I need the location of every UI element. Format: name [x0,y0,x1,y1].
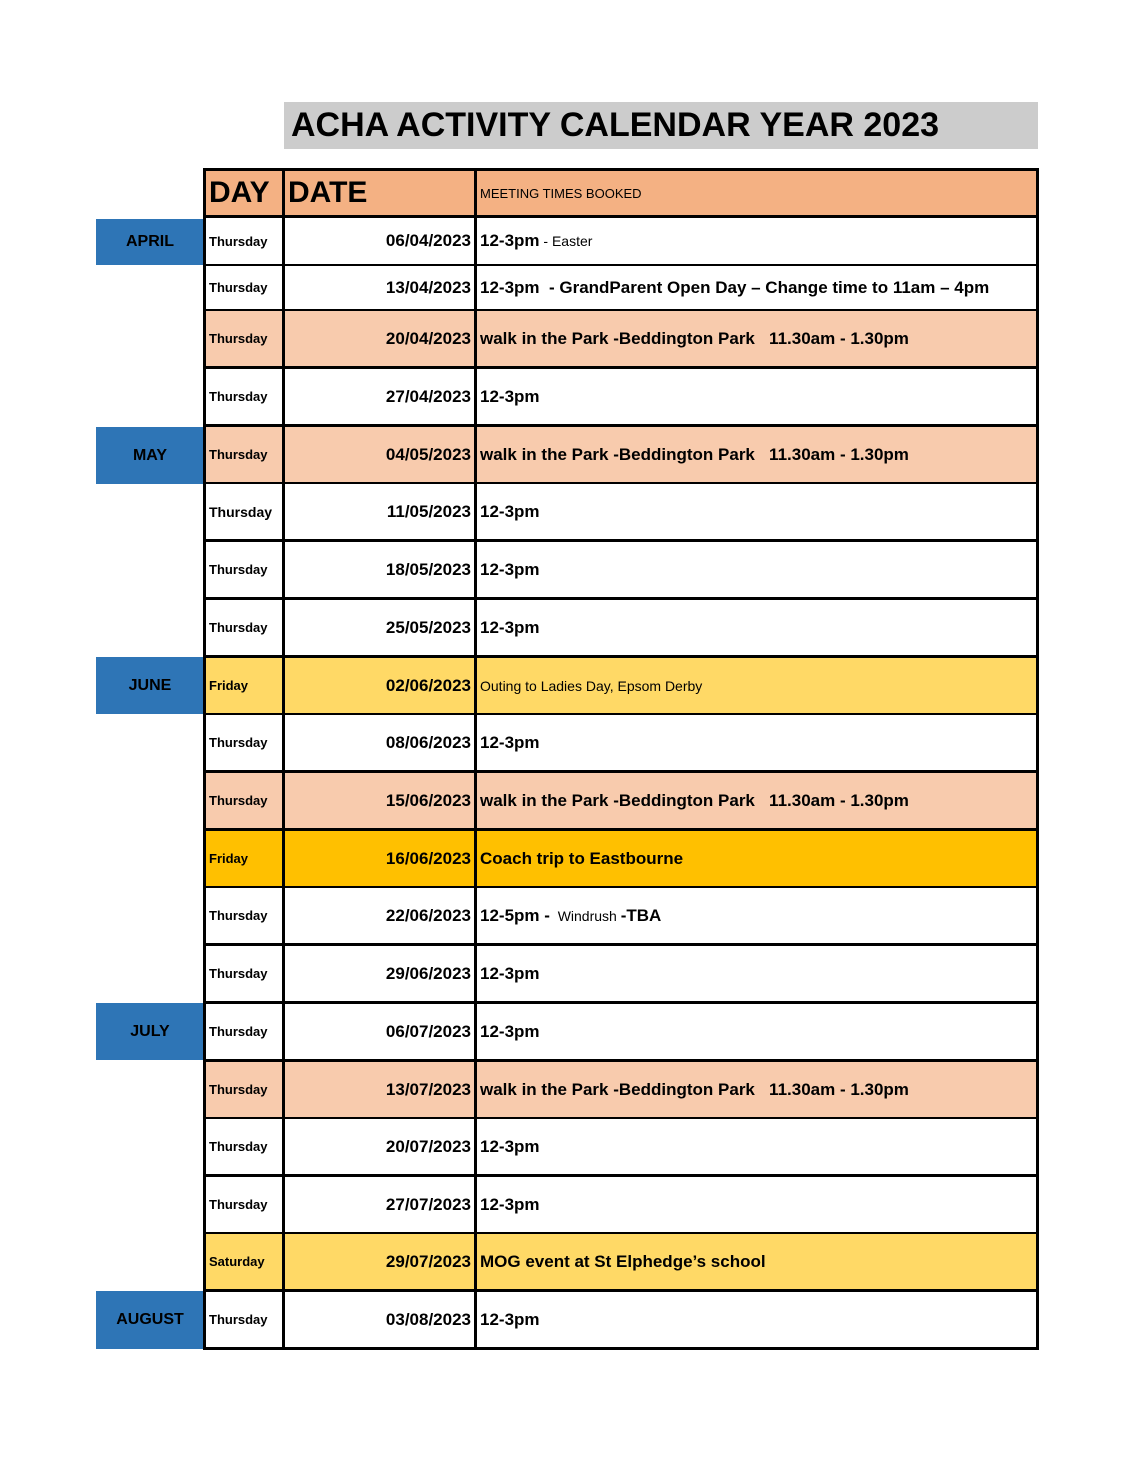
activity-cell [477,888,1036,943]
activity-cell: 12-3pm [480,1309,540,1329]
day-cell: Thursday [206,1177,285,1232]
date-cell: 03/08/2023 [285,1292,477,1347]
month-label-august: AUGUST [96,1291,204,1349]
activity-cell: 12-3pm [480,386,540,406]
month-label-april: APRIL [96,219,204,265]
date-cell: 20/04/2023 [285,311,477,366]
date-cell: 27/04/2023 [285,369,477,424]
date-cell: 06/04/2023 [285,218,477,264]
table-row [203,771,1039,830]
table-row [203,598,1039,657]
day-cell: Thursday [206,218,285,264]
day-cell: Thursday [206,1119,285,1174]
month-label-may: MAY [96,427,204,484]
table-row [203,540,1039,599]
activity-cell: 12-3pm [480,963,540,983]
day-cell: Thursday [206,888,285,943]
table-row [203,944,1039,1003]
day-cell: Thursday [206,542,285,597]
header-day: DAY [206,171,285,215]
date-cell: 29/06/2023 [285,946,477,1001]
table-row [203,425,1039,484]
activity-cell: walk in the Park -Beddington Park 11.30am - 1.30pm [480,1079,909,1099]
activity-cell: 12-3pm [480,732,540,752]
date-cell: 08/06/2023 [285,715,477,770]
table-row [203,713,1039,772]
activity-cell: walk in the Park -Beddington Park 11.30am - 1.30pm [480,328,909,348]
activity-text: 12-5pm - [480,905,550,925]
day-cell: Thursday [206,1292,285,1347]
table-row [203,829,1039,888]
page-title: ACHA ACTIVITY CALENDAR YEAR 2023 [284,102,1038,149]
activity-cell: 12-3pm [480,617,540,637]
header-activity: MEETING TIMES BOOKED [480,185,642,201]
day-cell: Friday [206,831,285,886]
day-cell: Friday [206,658,285,713]
day-cell: Thursday [206,773,285,828]
activity-cell [477,218,1036,264]
day-cell: Thursday [206,266,285,309]
activity-cell: Outing to Ladies Day, Epsom Derby [480,677,703,694]
day-cell: Thursday [206,600,285,655]
date-cell: 27/07/2023 [285,1177,477,1232]
month-label-june: JUNE [96,657,204,714]
month-label-july: JULY [96,1003,204,1060]
table-header [203,168,1039,218]
activity-note: - Easter [539,233,593,249]
table-row [203,367,1039,426]
table-row [203,1232,1039,1291]
date-cell: 06/07/2023 [285,1004,477,1059]
header-date: DATE [285,171,477,215]
table-row [203,1175,1039,1234]
date-cell: 13/04/2023 [285,266,477,309]
date-cell: 11/05/2023 [285,484,477,539]
day-cell: Thursday [206,1062,285,1117]
table-row [203,482,1039,541]
activity-cell: MOG event at St Elphedge’s school [480,1251,766,1271]
table-row [203,216,1039,266]
table-row [203,1002,1039,1061]
activity-extra: -TBA [620,905,662,925]
activity-cell: walk in the Park -Beddington Park 11.30am - 1.30pm [480,790,909,810]
activity-cell: 12-3pm [480,1021,540,1041]
activity-cell: 12-3pm - GrandParent Open Day – Change time to 11am – 4pm [480,277,990,297]
day-cell: Thursday [206,427,285,482]
table-row [203,886,1039,945]
activity-cell: 12-3pm [480,1194,540,1214]
activity-text: 12-3pm [480,231,540,250]
activity-cell: 12-3pm [480,559,540,579]
activity-cell: Coach trip to Eastbourne [480,848,684,868]
day-cell: Thursday [206,311,285,366]
day-cell: Thursday [206,946,285,1001]
activity-cell: 12-3pm [480,501,540,521]
date-cell: 02/06/2023 [285,658,477,713]
day-cell: Thursday [206,1004,285,1059]
table-row [203,1117,1039,1176]
date-cell: 16/06/2023 [285,831,477,886]
date-cell: 15/06/2023 [285,773,477,828]
date-cell: 29/07/2023 [285,1234,477,1289]
day-cell: Thursday [206,369,285,424]
date-cell: 04/05/2023 [285,427,477,482]
day-cell: Saturday [206,1234,285,1289]
date-cell: 20/07/2023 [285,1119,477,1174]
activity-note: Windrush [549,907,621,924]
table-row [203,264,1039,311]
date-cell: 22/06/2023 [285,888,477,943]
activity-cell: walk in the Park -Beddington Park 11.30am - 1.30pm [480,444,909,464]
table-row [203,309,1039,368]
table-row [203,1290,1039,1350]
day-cell: Thursday [206,484,285,539]
table-row [203,1060,1039,1119]
activity-cell: 12-3pm [480,1136,540,1156]
day-cell: Thursday [206,715,285,770]
date-cell: 18/05/2023 [285,542,477,597]
date-cell: 25/05/2023 [285,600,477,655]
table-row [203,656,1039,715]
date-cell: 13/07/2023 [285,1062,477,1117]
